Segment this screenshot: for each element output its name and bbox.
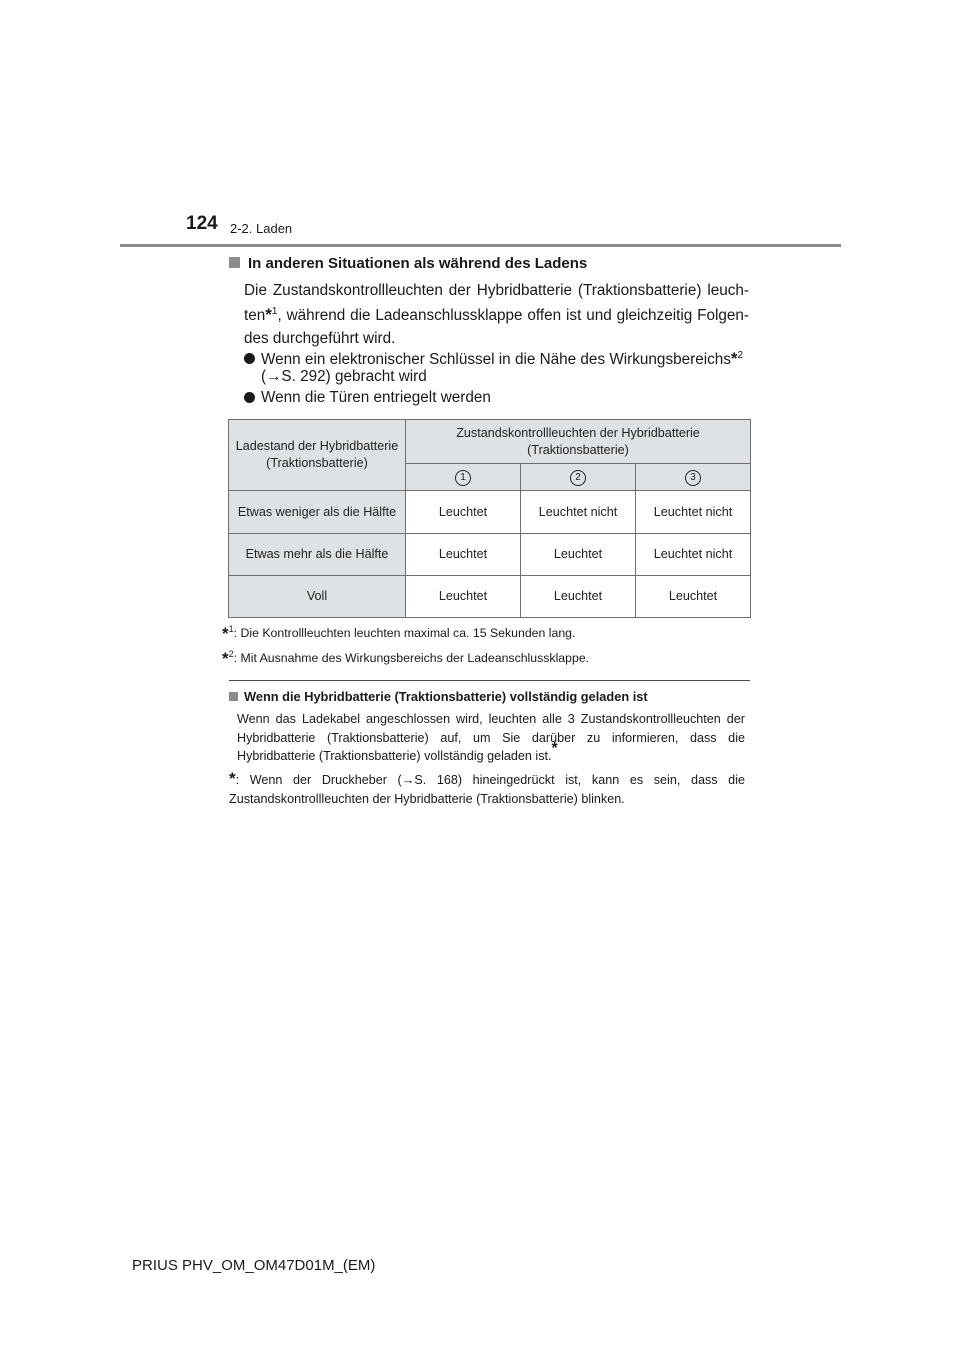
lamp-header-1 [406,464,521,491]
round-bullet-icon [244,353,255,364]
row-level: Etwas weniger als die Hälfte [229,491,406,534]
footnote-star: * [730,349,738,368]
lamp-state: Leuchtet [406,534,521,576]
footnote-star: * [229,769,236,788]
footnote-note [229,770,745,808]
footnote-1 [222,624,575,644]
intro-text-1: Die Zustandskontrollleuchten der Hybridbatterie (Traktionsbatterie) leuch-ten [244,282,749,324]
row-level: Voll [229,576,406,618]
row-level: Etwas mehr als die Hälfte [229,534,406,576]
charge-level-table [228,419,751,618]
full-charge-text: Wenn das Ladekabel angeschlossen wird, leuchten alle 3 Zustandskontrollleuchten der Hybridbatterie (Traktionsbatterie) auf, um Sie darüber zu informieren, dass die Hybridbatterie (Traktionsbatterie) vollständig geladen ist. [237,712,745,763]
subsection-heading [229,689,648,704]
subsection-heading-text: Wenn die Hybridbatterie (Traktionsbatterie) vollständig geladen ist [244,689,648,704]
lamp-state: Leuchtet [521,576,636,618]
lamp-header-2 [521,464,636,491]
lamp-state: Leuchtet [406,576,521,618]
document-code: PRIUS PHV_OM_OM47D01M_(EM) [132,1257,376,1274]
section-divider [229,680,750,681]
table-row [229,534,751,576]
bullet-item-key-line2: (→S. 292) gebracht wird [261,368,427,385]
column-header-level: Ladestand der Hybridbatterie (Traktionsbatterie) [229,420,406,491]
footnote-ref: 1 [271,305,278,317]
circled-number-1: 1 [455,470,471,486]
column-header-lamps: Zustandskontrollleuchten der Hybridbatterie (Traktionsbatterie) [406,420,751,464]
page-number: 124 [186,213,218,234]
footnote-2-text: : Mit Ausnahme des Wirkungsbereichs der Ladeanschlussklappe. [233,651,590,665]
footnote-1-text: : Die Kontrollleuchten leuchten maximal ca. 15 Sekunden lang. [233,626,576,640]
table-row [229,576,751,618]
header-rule [120,244,841,247]
footnote-star: * [265,304,272,324]
footnote-2 [222,649,589,669]
footnote-note-text: : Wenn der Druckheber (→S. 168) hineingedrückt ist, kann es sein, dass die Zustandskontrollleuchten der Hybridbatterie (Traktionsbatterie) blinken. [229,773,745,806]
section-label: 2-2. Laden [230,221,293,236]
footnote-star: * [551,740,558,757]
intro-paragraph [244,279,749,351]
footnote-ref: 2 [737,350,744,361]
lamp-state: Leuchtet nicht [636,491,751,534]
lamp-state: Leuchtet nicht [636,534,751,576]
lamp-state: Leuchtet nicht [521,491,636,534]
bullet-item-doors: Wenn die Türen entriegelt werden [261,389,491,406]
square-bullet-icon [229,257,240,268]
footnote-star: * [222,624,229,643]
table-row [229,491,751,534]
round-bullet-icon [244,392,255,403]
bullet-item-key-text: Wenn ein elektronischer Schlüssel in die Nähe des Wirkungsbereichs [261,351,731,368]
circled-number-3: 3 [685,470,701,486]
lamp-state: Leuchtet [636,576,751,618]
full-charge-paragraph [237,710,745,766]
lamp-state: Leuchtet [406,491,521,534]
footnote-star: * [222,649,229,668]
footnote-ref: 1 [228,624,234,634]
square-bullet-icon [229,692,238,701]
lamp-state: Leuchtet [521,534,636,576]
intro-text-2: , während die Ladeanschlussklappe offen ist und gleichzeitig Folgen-des durchgeführt wird. [244,306,749,347]
section-heading-text: In anderen Situationen als während des Ladens [248,255,588,272]
section-heading [229,255,587,272]
circled-number-2: 2 [570,470,586,486]
footnote-ref: 2 [228,649,234,659]
lamp-header-3 [636,464,751,491]
